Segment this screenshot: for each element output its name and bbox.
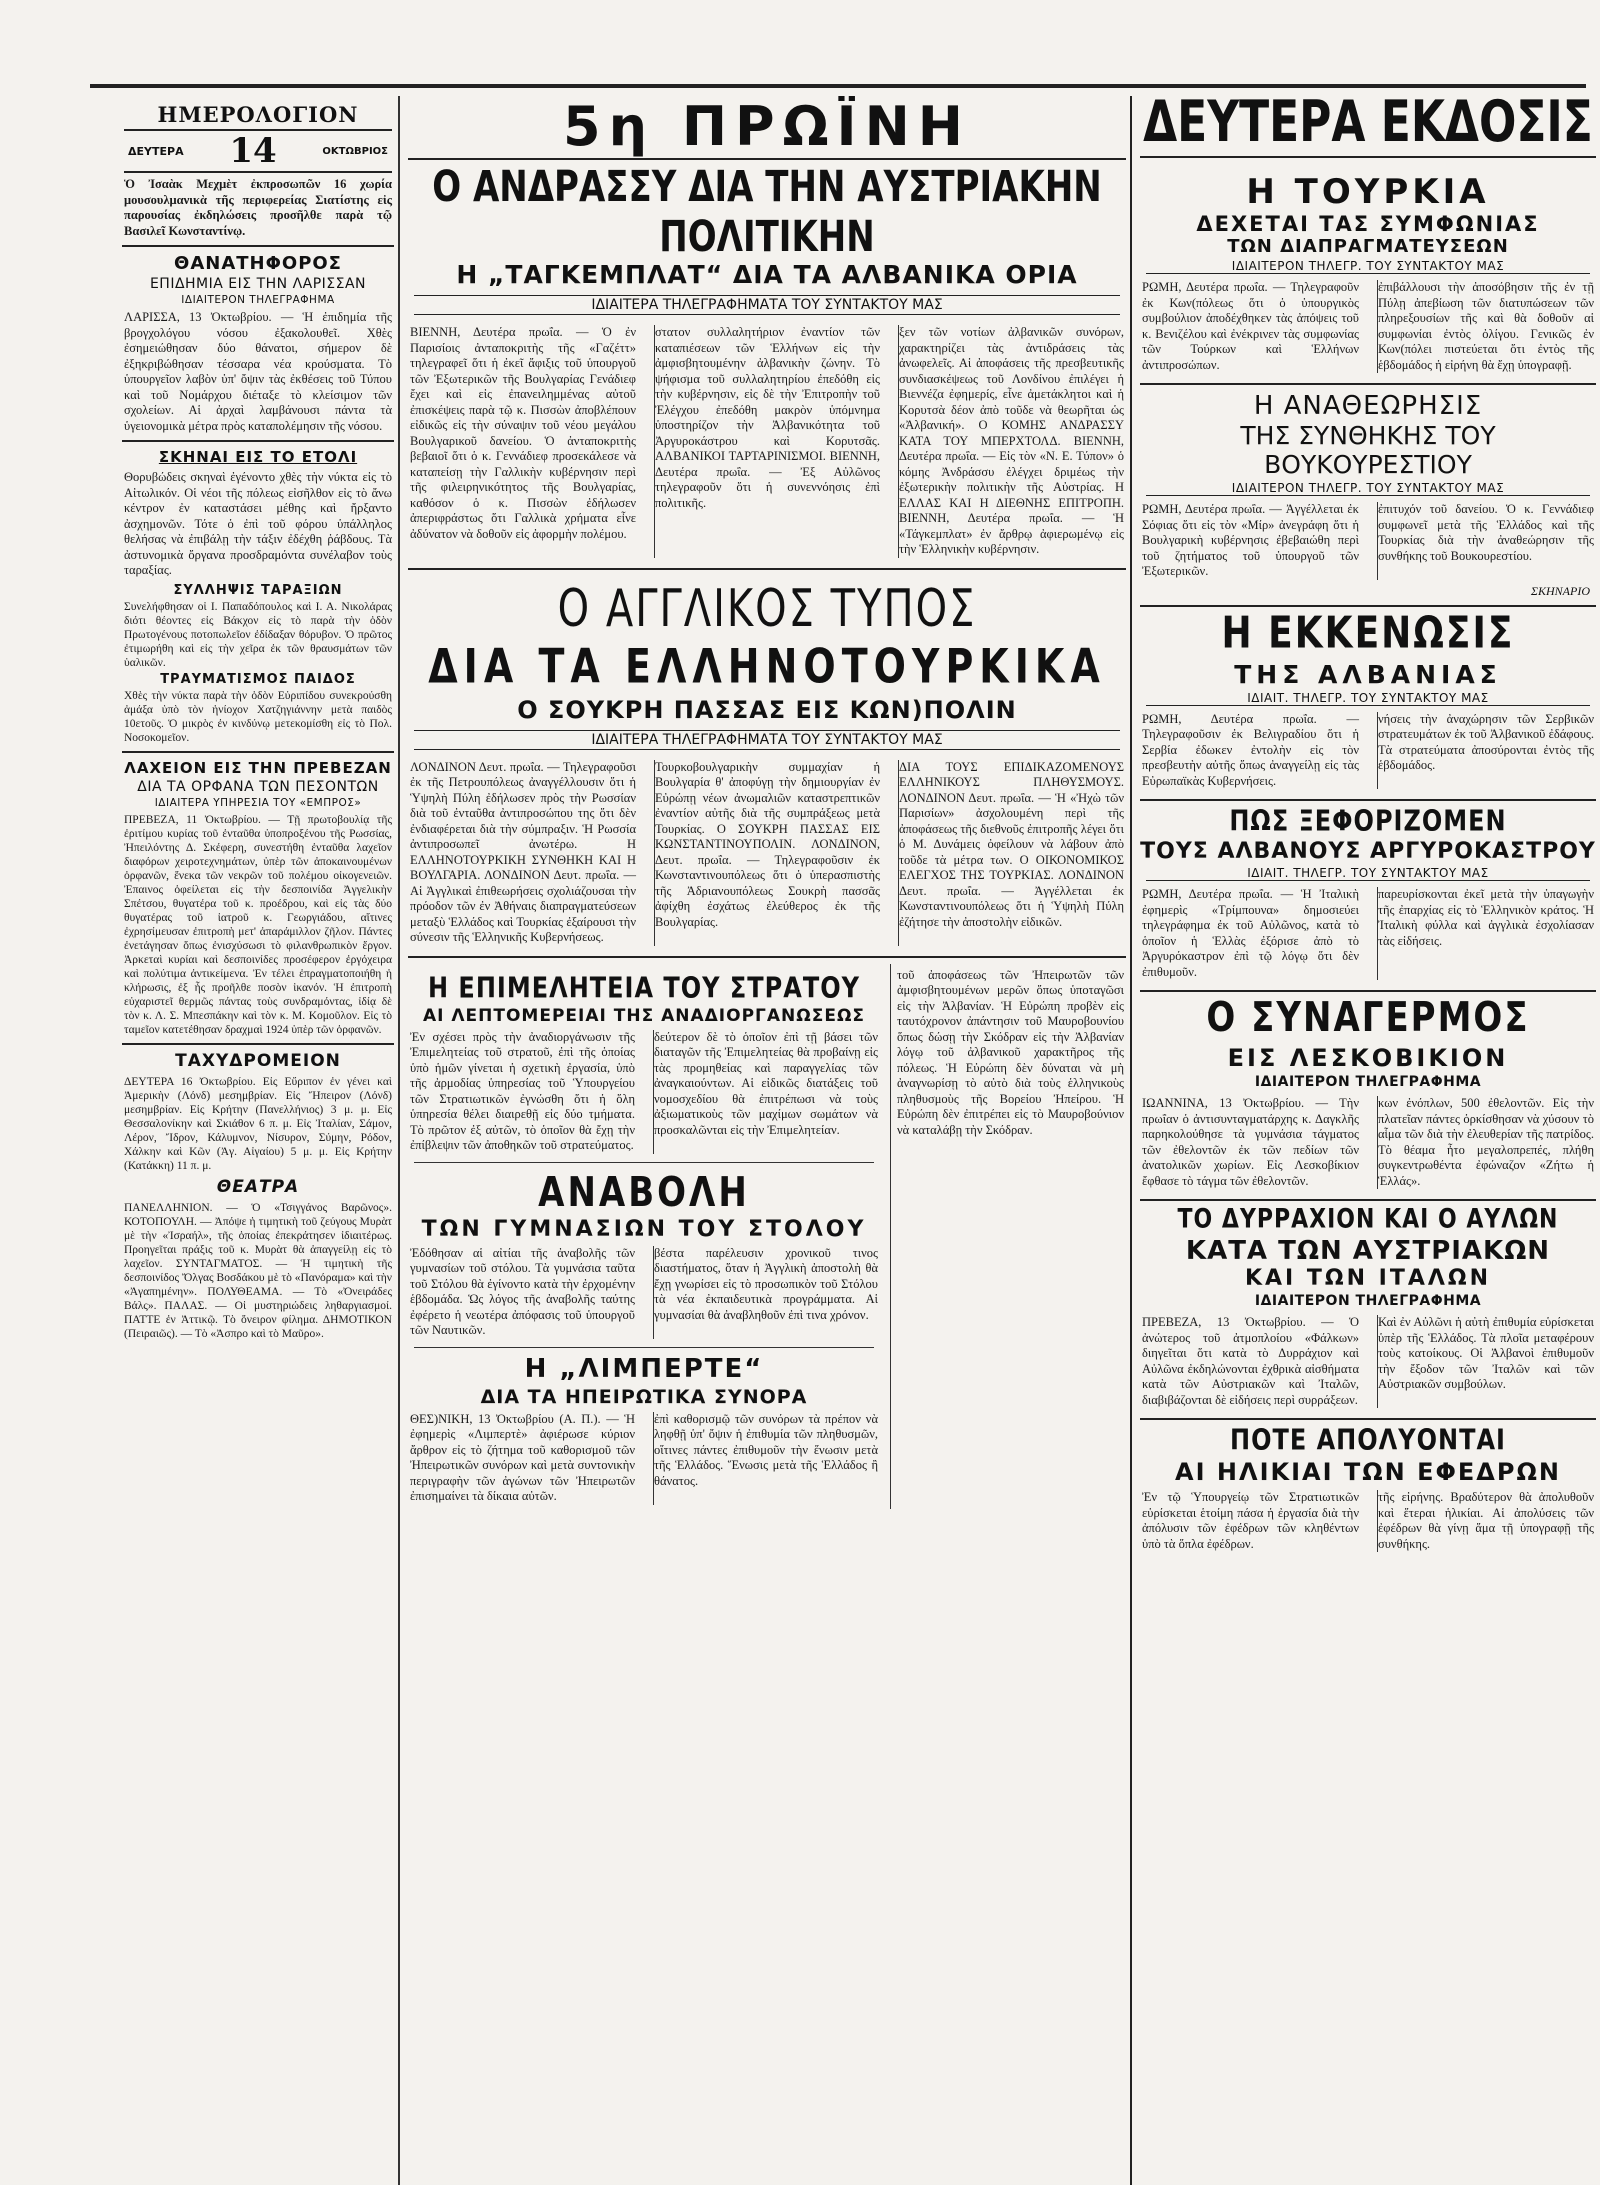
evacuation-subtitle: ΤΗΣ ΑΛΒΑΝΙΑΣ	[1234, 659, 1502, 689]
evacuation-col-a: ΡΩΜΗ, Δευτέρα πρωΐα. — Τηλεγραφοῦσιν ἐκ Βελιγραδίου ὅτι ἡ Σερβία ἐδωκεν ἐντολὴν εἰς τὸν πρεσβευτὴν αὐτῆς ὅπως ἀναγγείλῃ εἰς τὰς Εὐρωπαϊκὰς Κυβερνήσεις.	[1142, 711, 1359, 788]
theatre-article	[118, 1177, 398, 1341]
divider	[122, 440, 394, 442]
reservists-columns	[1136, 1486, 1600, 1556]
theatre-title: ΘΕΑΤΡΑ	[216, 1176, 300, 1197]
durazzo-article	[1136, 1204, 1600, 1412]
epidemic-subtitle: ΕΠΙΔΗΜΙΑ ΕΙΣ ΤΗΝ ΛΑΡΙΣΣΑΝ	[149, 276, 367, 292]
andrassy-col-c: ξεν τῶν νοτίων ἀλβανικῶν συνόρων, χαρακτηρίζει τὰς ἀντιδράσεις τὰς ἀνωφελεῖς. Αἱ ἀποφάσεις τῆς πρεσβευτικῆς συνδιασκέψεως τοῦ Λονδίνου ἐπιλέγει ἡ Βιεννέζα ἐφημερίς, εἶνε ἀμετάκλητοι καὶ ἡ Κορυτσὰ δέον ἀπὸ τοῦδε νὰ θεωρῆται ὡς «Ἀλβανική». Ο ΚΟΜΗΣ ΑΝΔΡΑΣΣΥ ΚΑΤΑ ΤΟΥ ΜΠΕΡΧΤΟΛΔ. ΒΙΕΝΝΗ, Δευτέρα πρωΐα. — Εἰς τὸν «Ν. Ε. Τύπον» ὁ κόμης Ἀνδράσσυ ἐλέγχει δριμέως τὴν ἐξωτερικὴν πολιτικὴν τῆς Αὐστρίας. Η ΕΛΛΑΣ ΚΑΙ Η ΔΙΕΘΝΗΣ ΕΠΙΤΡΟΠΗ. ΒΙΕΝΝΗ, Δευτέρα πρωΐα. — Ἡ «Τάγκεμπλατ» ἐν ἄρθρῳ ἀφιερωμένῳ εἰς τὴν Ἑλληνικὴν κυβέρνησιν.	[899, 325, 1124, 556]
calendar-month: ΟΚΤΩΒΡΙΟΣ	[322, 145, 388, 157]
expel-col-b: παρευρίσκονται ἐκεῖ μετὰ τὴν ὑπαγωγὴν τῆς ἐπαρχίας εἰς τὸ Ἑλληνικὸν κράτος. Ἡ Ἰταλικὴ φύλλα καὶ ἀγγλικὰ ἐσχολίασαν τὰς εἰδήσεις.	[1377, 887, 1594, 980]
durazzo-subtitle: ΚΑΤΑ ΤΩΝ ΑΥΣΤΡΙΑΚΩΝ	[1185, 1236, 1551, 1266]
divider	[122, 751, 394, 753]
child-article	[118, 672, 398, 745]
durazzo-title: ΤΟ ΔΥΡΡΑΧΙΟΝ ΚΑΙ Ο ΑΥΛΩΝ	[1177, 1204, 1559, 1235]
turkey-col-b: ἐπιβάλλουσι τὴν ἀποσόβησιν τῆς ἐν τῇ Πύλῃ ἀπεβίωση τῶν διατυπώσεων τῶν πληρεξουσίων τῆς καὶ θὰ δοθοῦν αἱ συμφωνίαι ἐντὸς ὀλίγου. Γενικῶς ἐν Κων(πόλει πιστεύεται ὅτι ἐντὸς τῆς ἑβδομάδος ἡ εἰρήνη θὰ ἔχῃ ὑπογραφῇ.	[1378, 280, 1594, 372]
divider	[1140, 990, 1596, 992]
expel-tag: ΙΔΙΑΙΤ. ΤΗΛΕΓΡ. ΤΟΥ ΣΥΝΤΑΚΤΟΥ ΜΑΣ	[1146, 866, 1590, 881]
alarm-col-b: κων ἐνόπλων, 500 ἐθελοντῶν. Εἰς τὴν πλατεῖαν πάντες ὁρκίσθησαν νὰ χύσουν τὸ αἷμα τῶν διὰ τὴν ἐλευθερίαν τῆς πατρίδος. Τὸ θέαμα ἦτο μεγαλοπρεπές, πλήθη συγκεντρωθέντα ἐφώναζον «Ζήτω ἡ Ἑλλάς».	[1378, 1096, 1594, 1188]
evacuation-tag: ΙΔΙΑΙΤ. ΤΗΛΕΓΡ. ΤΟΥ ΣΥΝΤΑΚΤΟΥ ΜΑΣ	[1146, 691, 1590, 706]
limperte-col-a: ΘΕΣ)ΝΙΚΗ, 13 Ὀκτωβρίου (Α. Π.). — Ἡ ἐφημερὶς «Λιμπερτὲ» ἀφιέρωσε κύριον ἄρθρον εἰς τὸ ζήτημα τοῦ καθορισμοῦ τῶν Ἠπειρωτικῶν συνόρων καὶ μετὰ συντονικὴν περιγραφὴν τῶν ἀγώνων τῶν Ἠπειρωτῶν ἐπισημαίνει τὰ δίκαια αὐτῶν.	[410, 1411, 635, 1503]
revision-subtitle: ΤΗΣ ΣΥΝΘΗΚΗΣ ΤΟΥ ΒΟΥΚΟΥΡΕΣΤΙΟΥ	[1240, 421, 1496, 479]
alarm-title: Ο ΣΥΝΑΓΕΡΜΟΣ	[1206, 994, 1530, 1042]
press-subtitle-2: Ο ΣΟΥΚΡΗ ΠΑΣΣΑΣ ΕΙΣ ΚΩΝ)ΠΟΛΙΝ	[517, 695, 1017, 724]
calendar-text: Ὁ Ἰσαὰκ Μεχμὲτ ἐκπροσωπῶν 16 χωρία μουσουλμανικὰ τῆς περιφερείας Σιατίστης εἰς παρουσίας ἐκδηλώσεις προσῆλθε παρὰ τῷ Βασιλεῖ Κωνσταντίνῳ.	[124, 177, 392, 238]
army-col-c: τοῦ ἀποφάσεως τῶν Ἠπειρωτῶν τῶν ἀμφισβητουμένων μερῶν ὅπως ὑποταγῶσι εἰς τὴν Ἀλβανίαν. Ἡ Εὐρώπη προβὲν εἰς ταυτόχρονον ἀπάντησιν τοῦ Μαυροβουνίου ὅπως δώσῃ τὴν Σκόδραν εἰς τὴν Ἀλβανίαν λόγῳ τοῦ ἀλβανικοῦ χαρακτῆρος τῆς πόλεως. Ἡ Εὐρώπη δὲν δύναται νὰ μὴ ἀναγνωρίσῃ τὸ αὐτὸ διὰ τοὺς ἑλληνικοὺς πληθυσμοὺς τῆς Βορείου Ἠπείρου. Ἡ Εὐρώπη δὲν ἐπιτρέπει εἰς τὸ Μαυροβούνιον νὰ καταλάβῃ τὴν Σκόδραν.	[897, 967, 1124, 1137]
child-title: ΤΡΑΥΜΑΤΙΣΜΟΣ ΠΑΙΔΟΣ	[160, 671, 356, 687]
arrest-article	[118, 583, 398, 670]
revision-tag: ΙΔΙΑΙΤΕΡΟΝ ΤΗΛΕΓΡ. ΤΟΥ ΣΥΝΤΑΚΤΟΥ ΜΑΣ	[1146, 481, 1590, 496]
durazzo-col-a: ΠΡΕΒΕΖΑ, 13 Ὀκτωβρίου. — Ὁ ἀνώτερος τοῦ ἀτμοπλοίου «Φάλκων» διηγεῖται ὅτι κατὰ τὸ Δυρράχιον καὶ Αὐλῶνα ἐκδηλώνονται ἐχθρικὰ αἰσθήματα κατὰ τῶν Αὐστριακῶν καὶ Ἰταλῶν, διαβιβάζονται δὲ εἰδήσεις περὶ συρράξεων.	[1142, 1315, 1359, 1407]
army-subtitle: ΑΙ ΛΕΠΤΟΜΕΡΕΙΑΙ ΤΗΣ ΑΝΑΔΙΟΡΓΑΝΩΣΕΩΣ	[422, 1005, 866, 1026]
lower-center-right	[890, 964, 1130, 1509]
expel-subtitle: ΤΟΥΣ ΑΛΒΑΝΟΥΣ ΑΡΓΥΡΟΚΑΣΤΡΟΥ	[1140, 839, 1596, 864]
postpone-col-a: Ἐδόθησαν αἱ αἰτίαι τῆς ἀναβολῆς τῶν γυμνασίων τοῦ στόλου. Τὰ γυμνάσια ταῦτα τοῦ Στόλου θὰ ἐγίνοντο κατὰ τὴν ἐρχομένην ἑβδομάδα. Ὡς λόγος τῆς ἀναβολῆς ταύτης ἐφέρετο ἡ νεωτέρα ἀπόφασις τοῦ ὑπουργοῦ τῶν Ναυτικῶν.	[410, 1245, 635, 1337]
divider	[1140, 799, 1596, 801]
divider	[122, 245, 394, 247]
limperte-columns	[404, 1408, 884, 1509]
turkey-title: Η ΤΟΥΡΚΙΑ	[1246, 172, 1490, 212]
post-title: ΤΑΧΥΔΡΟΜΕΙΟΝ	[175, 1050, 341, 1071]
lower-center	[404, 964, 1130, 1509]
turkey-tag: ΙΔΙΑΙΤΕΡΟΝ ΤΗΛΕΓΡ. ΤΟΥ ΣΥΝΤΑΚΤΟΥ ΜΑΣ	[1146, 259, 1590, 274]
epidemic-article	[118, 253, 398, 434]
limperte-col-b: ἐπὶ καθορισμῷ τῶν συνόρων τὰ πρέπον νὰ ληφθῇ ὑπ' ὄψιν ἡ ἐπιθυμία τῶν πληθυσμῶν, οἵτινες πάντες ἐπιθυμοῦν τὴν ἕνωσιν μετὰ τῆς Ἑλλάδος. Ἕνωσις μετὰ τῆς Ἑλλάδος ἢ θάνατος.	[653, 1412, 878, 1505]
expel-columns	[1136, 883, 1600, 984]
edition-title: 5η ΠΡΩΪΝΗ	[563, 96, 971, 158]
evacuation-title: Η ΕΚΚΕΝΩΣΙΣ	[1221, 608, 1515, 658]
postpone-columns	[404, 1242, 884, 1343]
calendar-day: 14	[229, 131, 277, 171]
turkey-article	[1136, 172, 1600, 377]
evacuation-article	[1136, 608, 1600, 794]
army-col-b: δεύτερον δὲ τὸ ὁποῖον ἐπὶ τῇ βάσει τῶν διαταγῶν τῆς Ἐπιμελητείας θὰ προβαίνῃ εἰς τὰς προμηθείας καὶ παραγγελίας τῶν ἀναγκαιούντων. Αἱ εἰδικῶς διατάξεις τοῦ νομοσχεδίου θὰ ἐπιτρέπωσι νὰ τοὺς ἀξιωματικοὺς τῶν μαχίμων σωμάτων νὰ προσκαλῶνται εἰς τὴν Ἐπιμελητείαν.	[653, 1030, 878, 1154]
divider	[408, 568, 1126, 570]
andrassy-columns	[404, 321, 1130, 562]
army-columns	[404, 1026, 884, 1158]
turkey-columns	[1136, 276, 1600, 377]
divider	[408, 158, 1126, 160]
divider	[408, 956, 1126, 958]
reservists-subtitle: ΑΙ ΗΛΙΚΙΑΙ ΤΩΝ ΕΦΕΔΡΩΝ	[1175, 1458, 1561, 1486]
expel-col-a: ΡΩΜΗ, Δευτέρα πρωΐα. — Ἡ Ἰταλικὴ ἐφημερὶς «Τρίμπουνα» δημοσιεύει τηλεγράφημα ἐκ τοῦ Αὐλῶνος, κατὰ τὸ ὁποῖον ἡ Ἑλλὰς ἐξόρισε ἀπὸ τὸ Ἀργυρόκαστρον ἐπὶ τῷ λόγῳ ὅτι δὲν ἐπιθυμοῦν.	[1142, 887, 1359, 979]
preveza-subtitle: ΔΙΑ ΤΑ ΟΡΦΑΝΑ ΤΩΝ ΠΕΣΟΝΤΩΝ	[137, 778, 379, 795]
expel-article	[1136, 804, 1600, 984]
right-column	[1136, 96, 1600, 2185]
press-col-c: ΔΙΑ ΤΟΥΣ ΕΠΙΔΙΚΑΖΟΜΕΝΟΥΣ ΕΛΛΗΝΙΚΟΥΣ ΠΛΗΘΥΣΜΟΥΣ. ΛΟΝΔΙΝΟΝ Δευτ. πρωΐα. — Ἡ «Ἠχὼ τῶν Παρισίων» ἀσχολουμένη περὶ τῆς ἀποφάσεως τῆς διεθνοῦς ἐπιτροπῆς λέγει ὅτι ὁ Μ. Δυνάμεις ὀφείλουν νὰ λάβουν ἀπὸ τοῦδε τὰ μέτρα των. Ο ΟΙΚΟΝΟΜΙΚΟΣ ΕΛΕΓΧΟΣ ΤΗΣ ΤΟΥΡΚΙΑΣ. ΛΟΝΔΙΝΟΝ Δευτ. πρωΐα. — Ἀγγέλλεται ἐκ Κωνσταντινουπόλεως ὅτι ἡ Ὑψηλὴ Πύλη ἐζήτησε τὴν ἀποστολὴν εἰδικῶν.	[898, 760, 1124, 946]
reservists-article	[1136, 1423, 1600, 1556]
turkey-col-a: ΡΩΜΗ, Δευτέρα πρωΐα. — Τηλεγραφοῦν ἐκ Κων(πόλεως ὅτι ὁ ὑπουργικὸς συμβούλιον ἀποδέχθηκεν τὰς ἀπόψεις τοῦ κ. Βενιζέλου καὶ ἐνέκρινεν τὰς συμφωνίας τῶν Τούρκων καὶ Ἑλλήνων ἀντιπροσώπων.	[1142, 280, 1359, 372]
preveza-title: ΛΑΧΕΙΟΝ ΕΙΣ ΤΗΝ ΠΡΕΒΕΖΑΝ	[124, 758, 392, 777]
press-columns	[404, 756, 1130, 950]
divider	[414, 1162, 874, 1163]
preveza-text: ΠΡΕΒΕΖΑ, 11 Ὀκτωβρίου. — Τῇ πρωτοβουλίᾳ τῆς ἐριτίμου κυρίας τοῦ ἐνταῦθα ὑποπροξένου τῆς Ρωσσίας, Ἠπειλόντης Δ. Σκέφερη, συνεστήθη ἐνταῦθα λαχεῖον διαφόρων χειροτεχνημάτων, ὑπὲρ τῶν ἀποκαινουμένων ὀρφανῶν, ἕνεκα τῶν νεκρῶν τοῦ πολέμου οἰκογενειῶν. Ἐπαινος ὀφείλεται εἰς τὴν δεσποινίδα Ἀγγελικὴν Σπέτσου, θυγατέρα τοῦ κ. προέδρου, καὶ εἰς τὰς δύο θυγατέρας τοῦ ἰατροῦ κ. Γεωργιάδου, αἵτινες ἐχρησίμευσαν ἐπιτροπὴ μετ' ἀπαράμιλλον ζῆλον. Πάντες ἐνετάγησαν ὅπως ἐνισχύσωσι τὸ φιλανθρωπικὸν ἔργον. Ἀρκεταὶ κυρίαι καὶ δεσποινίδες προσέφερον ἐργόχειρα καὶ πολύτιμα ἀντικείμενα. Ἐν τέλει ἐπραγματοποιήθη ἡ κλήρωσις, ἐξ ἧς προῆλθε ποσὸν ἱκανόν. Ἡ ἐπιτροπὴ εὐχαριστεῖ θερμῶς πάντας τοὺς συνδραμόντας, ἰδίᾳ δὲ τὸν κ. Λ. Σ. Μπεσπάκην καὶ τὸν κ. Μ. Κομοῦλον. Εἰς τὸ ταμεῖον κατετέθησαν δραχμαὶ 1924 ὑπὲρ τῶν ὀρφανῶν.	[124, 813, 392, 1036]
durazzo-col-b: Καὶ ἐν Αὐλῶνι ἡ αὐτὴ ἐπιθυμία εὑρίσκεται ὑπὲρ τῆς Ἑλλάδος. Τὰ πλοῖα μεταφέρουν τοὺς κατοίκους. Οἱ Ἀλβανοὶ ἐπιθυμοῦν τὴν ἔξοδον τῶν Ἰταλῶν καὶ τῶν Αὐστριακῶν συμβούλων.	[1377, 1315, 1594, 1408]
theatre-text: ΠΑΝΕΛΛΗΝΙΟΝ. — Ὁ «Τσιγγάνος Βαρῶνος». ΚΟΤΟΠΟΥΛΗ. — Ἀπόψε ἡ τιμητικὴ τοῦ ζεύγους Μυρὰτ μὲ τὴν «Ἰσραήλ», τῆς ὁποίας ἐπεκράτησεν ἰδιαιτέρως. Προηγεῖται πράξις τοῦ κ. Μυρὰτ θὰ ἀπαγγείλῃ εἰς τὸ λαχεῖον. ΣΥΝΤΑΓΜΑΤΟΣ. — Ἡ τιμητικὴ τῆς δεσποινίδος Ὄλγας Βοσδάκου μὲ τὸ «Πανόραμα» καὶ τὴν «Ἀγαπημένην». ΠΟΛΥΘΕΑΜΑ. — Τὸ «Ὀνειράδες Βάλς». ΠΑΛΑΣ. — Οἱ μυστηριώδεις ληθαργιασμοί. ΠΑΤΤΕ ἐν Ἀττικῷ. Τὸ ὄνειρον φίλημα. ΔΗΜΟΤΙΚΟΝ (Πειραιῶς). — Τὸ «Ἀσπρο καὶ τὸ Μαῦρο».	[124, 1201, 392, 1340]
press-subtitle: ΔΙΑ ΤΑ ΕΛΛΗΝΟΤΟΥΡΚΙΚΑ	[428, 638, 1106, 693]
press-article	[404, 578, 1130, 950]
reservists-col-b: τῆς εἰρήνης. Βραδύτερον θὰ ἀπολυθοῦν καὶ ἕτεραι ἡλικίαι. Αἱ ἀπολύσεις τῶν ἐφέδρων θὰ γίνῃ ἅμα τῇ ὑπογραφῇ τῆς συνθήκης.	[1378, 1490, 1594, 1551]
center-column	[404, 96, 1132, 2185]
reservists-col-a: Ἐν τῷ Ὑπουργείῳ τῶν Στρατιωτικῶν εὑρίσκεται ἑτοίμη πάσα ἡ ἐργασία διὰ τὴν ἀπόλυσιν τῶν ἐφέδρων τῶν κληθέντων ὑπὸ τὰ ὅπλα ἐφέδρων.	[1142, 1490, 1359, 1551]
divider	[1140, 1418, 1596, 1420]
revision-columns	[1136, 498, 1600, 584]
evacuation-col-b: νήσεις τὴν ἀναχώρησιν τῶν Σερβικῶν στρατευμάτων ἐκ τοῦ Ἀλβανικοῦ ἐδάφους. Τὰ στρατεύματα ἀποσύρονται ἐντὸς τῆς ἑβδομάδος.	[1377, 712, 1594, 790]
alarm-subtitle: ΕΙΣ ΛΕΣΚΟΒΙΚΙΟΝ	[1227, 1044, 1509, 1072]
postpone-col-b: βέστα παρέλευσιν χρονικοῦ τινος διαστήματος, ὅταν ἡ Ἀγγλικὴ ἀποστολὴ θὰ ἔχῃ γνωρίσει εἰς τὸ προσωπικὸν τοῦ Στόλου τὰ νέα ἐκπαιδευτικὰ προγράμματα. Αἱ γυμνασίαι θὰ ἀναβληθοῦν ἐπὶ τινα χρόνον.	[653, 1246, 878, 1339]
divider	[1140, 383, 1596, 385]
postpone-title: ΑΝΑΒΟΛΗ	[538, 1168, 750, 1217]
epidemic-tag: ΙΔΙΑΙΤΕΡΟΝ ΤΗΛΕΓΡΑΦΗΜΑ	[181, 294, 335, 306]
child-text: Χθὲς τὴν νύκτα παρὰ τὴν ὁδὸν Εὐριπίδου συνεκρούσθη ἁμάξα ὑπὸ τὸν ἡνίοχον Χατζηγιάννην μετὰ παιδὸς 10ετοῦς. Ὁ μικρὸς ἐν κινδύνῳ μετεκομίσθη εἰς τὸ Πολ. Νοσοκομεῖον.	[124, 689, 392, 744]
left-column	[118, 96, 400, 2185]
limperte-article	[404, 1354, 884, 1509]
post-text: ΔΕΥΤΕΡΑ 16 Ὀκτωβρίου. Εἰς Εὔριπον ἐν γένει καὶ Ἀμερικὴν (Λόνδ) μεσημβρίαν. Εἰς Ἤπειρον (Λόνδ) μεσημβρίαν. Εἰς Κρήτην (Πανελλήνιος) 3 μ. μ. Εἰς Θεσσαλονίκην καὶ Σκιάθον 6 π. μ. Εἰς Ἰταλίαν, Σάμον, Λέρον, Ἴδρον, Κάλυμνον, Νίσυρον, Σύμην, Ρόδον, Χάλκην καὶ Κῶν (Ἀγ. Αἰγαίου) 5 μ. μ. Εἰς Κρήτην (Κατάκκη) 11 π. μ.	[124, 1075, 392, 1172]
alarm-tag: ΙΔΙΑΙΤΕΡΟΝ ΤΗΛΕΓΡΑΦΗΜΑ	[1254, 1074, 1482, 1090]
durazzo-subtitle-2: ΚΑΙ ΤΩΝ ΙΤΑΛΩΝ	[1244, 1266, 1492, 1291]
durazzo-columns	[1136, 1311, 1600, 1412]
revision-article	[1136, 391, 1600, 599]
limperte-title: Η „ΛΙΜΠΕΡΤΕ“	[524, 1353, 764, 1384]
postpone-subtitle: ΤΩΝ ΓΥΜΝΑΣΙΩΝ ΤΟΥ ΣΤΟΛΟΥ	[421, 1216, 867, 1242]
lower-center-left	[404, 964, 884, 1509]
divider	[414, 1347, 874, 1348]
aitolia-text: Θορυβώδεις σκηναὶ ἐγένοντο χθὲς τὴν νύκτα εἰς τὸ Αἰτωλικόν. Οἱ νέοι τῆς πόλεως εἰσῆλθον εἰς τὸ ἄνω κέντρον ἐν καταστάσει μέθης καὶ ἤρξαντο ἀσχημονῶν. Τότε ὁ ἐπὶ τοῦ φόρου ὑπάλληλος θελήσας νὰ ἐπιβάλῃ τὴν τάξιν ἐδέχθη ῥάβδους. Τὰ ἀστυνομικὰ ὄργανα προσδραμόντα συνέλαβον τοὺς ταραξίας.	[124, 470, 392, 577]
alarm-article	[1136, 994, 1600, 1193]
andrassy-tag: ΙΔΙΑΙΤΕΡΑ ΤΗΛΕΓΡΑΦΗΜΑΤΑ ΤΟΥ ΣΥΝΤΑΚΤΟΥ ΜΑΣ	[414, 295, 1120, 315]
andrassy-article	[404, 162, 1130, 562]
turkey-subtitle: ΔΕΧΕΤΑΙ ΤΑΣ ΣΥΜΦΩΝΙΑΣ	[1196, 212, 1540, 236]
epidemic-text: ΛΑΡΙΣΣΑ, 13 Ὀκτωβρίου. — Ἡ ἐπιδημία τῆς βρογχολόγου νόσου ἐξακολουθεῖ. Χθὲς ἐσημειώθησαν δύο θάνατοι, σήμερον δὲ ἐξηκριβώθησαν τέσσαρα νέα κρούσματα. Τὸ ὑπουργεῖον λαβὸν ὑπ' ὄψιν τὰς ἐκθέσεις τοῦ Τύπου καὶ τοῦ Νομάρχου διέταξε τὸ κλείσιμον τῶν σχολείων. Αἱ ἀρχαὶ λαμβάνουσι πάντα τὰ ὑγειονομικὰ μέτρα πρὸς καταπολέμησιν τῆς νόσου.	[124, 310, 392, 433]
masthead-rule	[90, 84, 1586, 88]
aitolia-title: ΣΚΗΝΑΙ ΕΙΣ ΤΟ ΕΤΟΛΙ	[158, 448, 358, 466]
epidemic-title: ΘΑΝΑΤΗΦΟΡΟΣ	[174, 253, 342, 274]
army-title: Η ΕΠΙΜΕΛΗΤΕΙΑ ΤΟΥ ΣΤΡΑΤΟΥ	[427, 970, 860, 1005]
press-tag: ΙΔΙΑΙΤΕΡΑ ΤΗΛΕΓΡΑΦΗΜΑΤΑ ΤΟΥ ΣΥΝΤΑΚΤΟΥ ΜΑΣ	[414, 730, 1120, 750]
arrest-text: Συνελήφθησαν οἱ Ι. Παπαδόπουλος καὶ Ι. Α. Νικολάρας διότι θέοντες εἰς Βάκχον εἰς τὸ παρὰ τὴν ὁδὸν Πρωτογένους ποτοπωλεῖον ἐδίδαξαν θόρυβον. Ὁ πρῶτος ἐτιμωρήθη καὶ εἰς τὴν χεῖρα ἐκ τῶν θραυσμάτων τῶν ὑαλικῶν.	[124, 600, 392, 669]
army-article	[404, 970, 884, 1158]
alarm-col-a: ΙΩΑΝΝΙΝΑ, 13 Ὀκτωβρίου. — Τὴν πρωΐαν ὁ ἀντισυνταγματάρχης κ. Δαγκλῆς παρηκολούθησε τὰ γυμνάσια τάγματος τῶν ἐθελοντῶν ἐκ τῶν πεδίων τῶν ἀνατολικῶν χωρίων. Εἰς Λεσκοβίκιον ἔφθασε τὸ τάγμα τῶν ἐθελοντῶν.	[1142, 1096, 1359, 1188]
turkey-subtitle-2: ΤΩΝ ΔΙΑΠΡΑΓΜΑΤΕΥΣΕΩΝ	[1227, 236, 1509, 257]
aitolia-article	[118, 448, 398, 579]
preveza-tag: ΙΔΙΑΙΤΕΡΑ ΥΠΗΡΕΣΙΑ ΤΟΥ «ΕΜΠΡΟΣ»	[154, 796, 362, 809]
expel-title: ΠΩΣ ΞΕΦΟΡΙΖΟΜΕΝ	[1229, 804, 1507, 838]
divider	[1140, 1199, 1596, 1201]
press-col-a: ΛΟΝΔΙΝΟΝ Δευτ. πρωΐα. — Τηλεγραφοῦσι ἐκ τῆς Πετρουπόλεως ἀναγγέλλουσιν ὅτι ἡ Ὑψηλὴ Πύλη ἐδήλωσεν πρὸς τὴν Ρωσσίαν διὰ τοῦ ἐνταῦθα ἀντιπροσώπου της ὅτι δὲν ἐνδιαφέρεται διὰ τὴν σύμπραξιν. Ἡ Ρωσσία ἀντιπροσωπεῖ ἀνωτέρω. Η ΕΛΛΗΝΟΤΟΥΡΚΙΚΗ ΣΥΝΘΗΚΗ ΚΑΙ Η ΒΟΥΛΓΑΡΙΑ. ΛΟΝΔΙΝΟΝ Δευτ. πρωΐα. — Αἱ Ἀγγλικαὶ ἐπιθεωρήσεις σχολιάζουσαι τὴν πρόοδον τῶν ἐν Ἀθήναις διαπραγματεύσεων μεταξὺ Ἑλλάδος καὶ Τουρκίας ἐξαίρουσι τὴν σύνεσιν τῆς Ἑλληνικῆς Κυβερνήσεως.	[410, 759, 636, 944]
calendar-date	[124, 129, 392, 173]
post-article	[118, 1051, 398, 1173]
army-col-a: Ἐν σχέσει πρὸς τὴν ἀναδιοργάνωσιν τῆς Ἐπιμελητείας τοῦ στρατοῦ, ἐπὶ τῆς ὁποίας ὑπὸ ἡμῶν γίνεται ἡ σχετικὴ ἐργασία, ὑπὸ τῆς ἀρμοδίας ὑπηρεσίας τοῦ Ὑπουργείου τῶν Στρατιωτικῶν ἐγνώσθη ὅτι ἡ ὅλη ὑπηρεσία θέλει διαιρεθῇ εἰς δύο τμήματα. Τὸ πρῶτον ἐξ αὐτῶν, τὸ ὁποῖον θὰ ἔχῃ τὴν ἐπίβλεψιν τῶν ἀποθηκῶν τοῦ στρατεύματος.	[410, 1029, 635, 1152]
limperte-subtitle: ΔΙΑ ΤΑ ΗΠΕΙΡΩΤΙΚΑ ΣΥΝΟΡΑ	[480, 1385, 808, 1408]
divider	[1140, 605, 1596, 607]
preveza-article	[118, 759, 398, 1037]
evacuation-columns	[1136, 708, 1600, 794]
andrassy-title: Ο ΑΝΔΡΑΣΣΥ ΔΙΑ ΤΗΝ ΑΥΣΤΡΙΑΚΗΝ ΠΟΛΙΤΙΚΗΝ	[432, 162, 1102, 262]
alarm-columns	[1136, 1092, 1600, 1193]
postpone-article	[404, 1168, 884, 1343]
arrest-title: ΣΥΛΛΗΨΙΣ ΤΑΡΑΞΙΩΝ	[173, 582, 343, 598]
revision-col-b: ἐπιτυχόν τοῦ δανείου. Ὁ κ. Γεννάδιεφ συμφωνεῖ μετὰ τῆς Ἑλλάδος καὶ τῆς Τουρκίας διὰ τὴν ἀναθεώρησιν τῆς συνθήκης τοῦ Βουκουρεστίου.	[1377, 502, 1594, 580]
durazzo-tag: ΙΔΙΑΙΤΕΡΟΝ ΤΗΛΕΓΡΑΦΗΜΑ	[1254, 1293, 1482, 1309]
andrassy-subtitle: Η „ΤΑΓΚΕΜΠΛΑΤ“ ΔΙΑ ΤΑ ΑΛΒΑΝΙΚΑ ΟΡΙΑ	[456, 260, 1078, 289]
calendar-title: ΗΜΕΡΟΛΟΓΙΟΝ	[157, 102, 359, 127]
second-edition-title: ΔΕΥΤΕΡΑ ΕΚΔΟΣΙΣ	[1143, 96, 1593, 156]
revision-title: Η ΑΝΑΘΕΩΡΗΣΙΣ	[1253, 391, 1483, 421]
revision-col-a: ΡΩΜΗ, Δευτέρα πρωΐα. — Ἀγγέλλεται ἐκ Σόφιας ὅτι εἰς τὸν «Μίρ» ἀνεγράφη ὅτι ἡ Βουλγαρικὴ κυβέρνησις ἐβεβαιώθη περὶ τοῦ ζητήματος τοῦ ὑπουργοῦ τῶν Ἐξωτερικῶν.	[1142, 502, 1359, 578]
press-col-b: Τουρκοβουλγαρικὴν συμμαχίαν ἡ Βουλγαρία θ' ἀποφύγῃ τὴν δημιουργίαν ἐν Εὐρώπῃ νέων ἀνωμαλιῶν καταστρεπτικῶν ἐναντίον αὐτῆς διὰ τῆς συμπράξεως μετὰ Τουρκίας. Ο ΣΟΥΚΡΗ ΠΑΣΣΑΣ ΕΙΣ ΚΩΝΣΤΑΝΤΙΝΟΥΠΟΛΙΝ. ΛΟΝΔΙΝΟΝ, Δευτ. πρωΐα. — Τηλεγραφοῦσιν ἐκ Κωνσταντινουπόλεως ὅτι ὁ ὑπερασπιστὴς τῆς Ἀδριανουπόλεως Σουκρὴ πασσᾶς ἀφίχθη ἐσχάτως ἐλεύθερος ἐκ τῆς Βουλγαρίας.	[654, 760, 880, 946]
reservists-title: ΠΟΤΕ ΑΠΟΛΥΟΝΤΑΙ	[1230, 1423, 1506, 1457]
divider	[122, 1043, 394, 1045]
andrassy-col-b: στατον συλλαλητήριον ἐναντίον τῶν καταπιέσεων τῶν Ἑλλήνων εἰς τὴν ἀμφισβητουμένην ἀλβανικὴν ζώνην. Τὸ ψήφισμα τοῦ συλλαλητηρίου ἐπεδόθη εἰς τὴν κυβέρνησιν, εἰς δὲ τὴν Ἐπιτροπὴν τοῦ Ἐλέγχου ἐπεδόθη μακρὸν ὑπόμνημα ὑποστηρίζον τὴν Ἀλβανικότητα τοῦ Ἀργυροκάστρου καὶ Κορυτσᾶς. ΑΛΒΑΝΙΚΟΙ ΤΑΡΤΑΡΙΝΙΣΜΟΙ. ΒΙΕΝΝΗ, Δευτέρα πρωΐα. — Ἐξ Αὐλῶνος τηλεγραφοῦν ὅτι ἡ συνεννόησις ἐπὶ πολιτικῆς.	[654, 325, 880, 558]
revision-signoff: ΣΚΗΝΑΡΙΟ	[1530, 583, 1590, 598]
calendar-weekday: ΔΕΥΤΕΡΑ	[128, 144, 184, 158]
press-title: Ο ΑΓΓΛΙΚΟΣ ΤΥΠΟΣ	[557, 578, 977, 639]
andrassy-col-a: ΒΙΕΝΝΗ, Δευτέρα πρωΐα. — Ὁ ἐν Παρισίοις ἀνταποκριτὴς τῆς «Γαζέττ» τηλεγραφεῖ ὅτι ἡ ἐκεῖ ἄφιξις τοῦ ὑπουργοῦ τῶν Ἐξωτερικῶν τῆς Βουλγαρίας Γενάδιεφ ἔχει καὶ εἰς ἐπανειλημμένας αὐτοῦ ἐπισκέψεις παρὰ τῷ κ. Πισσὼν ἀποβλέπουν εἰδικῶς εἰς τὴν σύναψιν τοῦ νέου μεγάλου Βουλγαρικοῦ δανείου. Ὁ ἀνταποκριτὴς βεβαιοῖ ὅτι ὁ κ. Γεννάδιεφ προσεκάλεσε νὰ καταπείσῃ τὴν Γαλλικὴν κυβέρνησιν περὶ τῆς φιλειρηνικότητος τῆς Βουλγαρίας, καθόσον ὁ κ. Πισσὼν ἐδήλωσεν ἀπεριφράστως ὅτι Γαλλικὰ χρήματα εἶνε ἀδύνατον νὰ δοθοῦν εἰς ἀφορμὴν πολέμου.	[410, 325, 636, 541]
